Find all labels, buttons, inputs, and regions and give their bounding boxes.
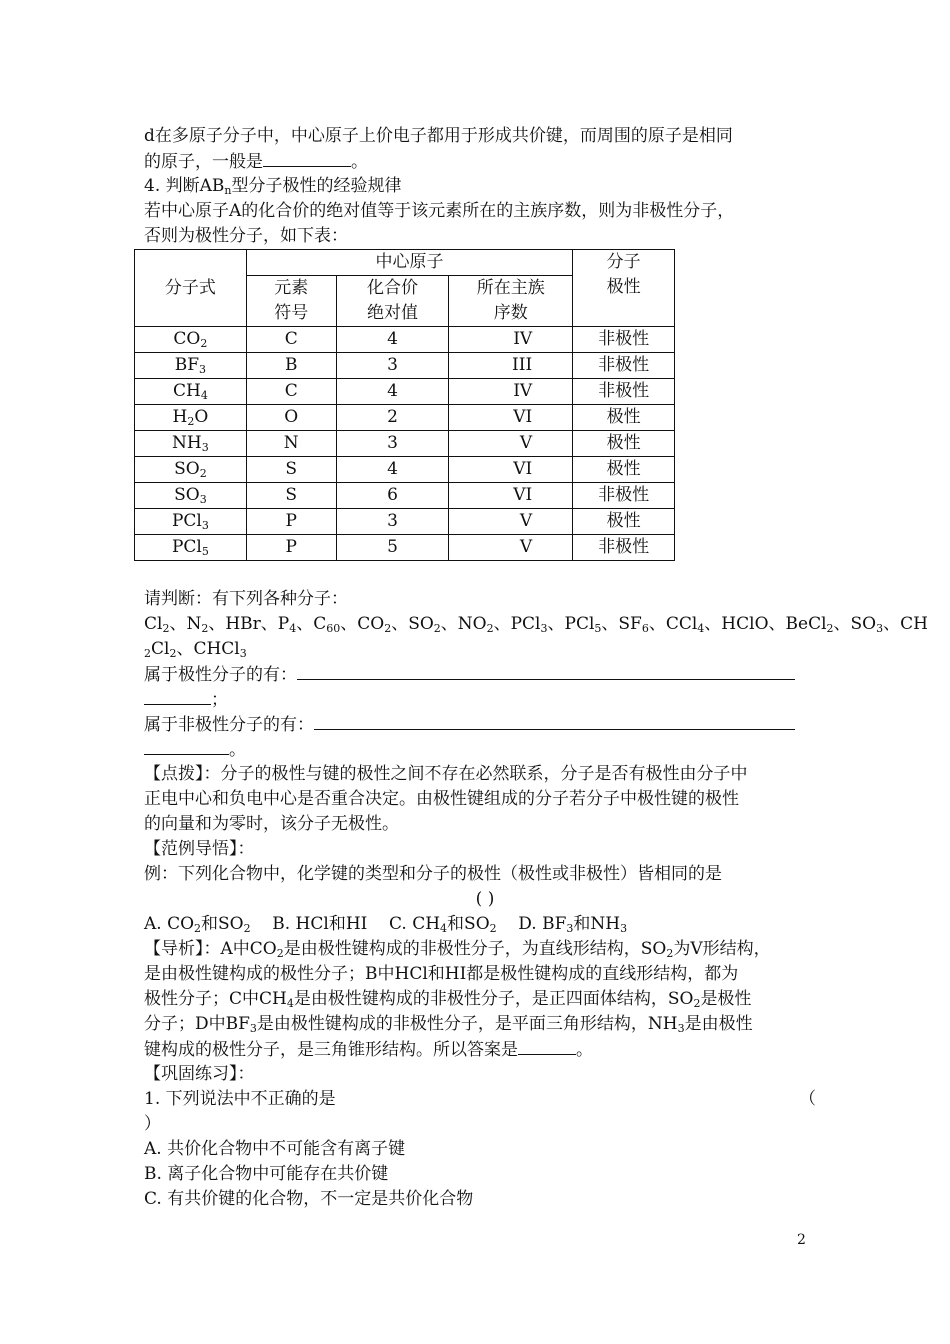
cell-group: VI (449, 457, 573, 483)
text-fragment: 属于非极性分子的有： (144, 715, 314, 735)
subscript: 2 (666, 947, 674, 960)
judge-section (144, 587, 928, 762)
analysis-line (144, 1012, 816, 1037)
cell-formula (135, 509, 247, 535)
cell-polarity: 非极性 (573, 353, 675, 379)
cell-valence: 3 (336, 509, 449, 535)
cell-formula (135, 483, 247, 509)
analysis-line: 是由极性键构成的极性分子；B中HCl和HI都是极性键构成的直线形结构，都为 (144, 964, 739, 984)
header-center-atom: 中心原子 (246, 250, 572, 276)
cell-polarity: 非极性 (573, 327, 675, 353)
subscript: 4 (440, 922, 448, 935)
text-fragment: 。 (351, 152, 368, 172)
text-line: ） (144, 1114, 161, 1134)
cell-element: S (246, 483, 336, 509)
cell-polarity: 极性 (573, 509, 675, 535)
option-c: 和SO (447, 914, 490, 934)
text-fragment: 是由极性 (684, 1014, 753, 1034)
separator: 、 (547, 614, 565, 634)
cell-group: VI (449, 483, 573, 509)
fill-blank[interactable] (263, 149, 351, 167)
header-text: 极性 (606, 277, 641, 297)
cell-polarity: 非极性 (573, 483, 675, 509)
text-fragment: 的原子，一般是 (144, 152, 263, 172)
molecule-list (144, 637, 816, 662)
header-formula: 分子式 (135, 250, 247, 327)
subscript: 3 (540, 622, 548, 635)
cell-valence: 5 (336, 535, 449, 561)
text-fragment: 【导析】：A中CO (144, 939, 277, 959)
page-number: 2 (797, 1232, 806, 1248)
subscript: 2 (384, 622, 392, 635)
header-text: 化合价 (366, 278, 418, 298)
cell-polarity: 非极性 (573, 379, 675, 405)
text-fragment: Cl (151, 639, 170, 659)
cell-formula (135, 353, 247, 379)
separator: 、 (391, 614, 409, 634)
subscript: 5 (594, 622, 602, 635)
subscript: 2 (243, 922, 251, 935)
subscript: 2 (489, 922, 497, 935)
molecule: HBr (225, 614, 261, 634)
subscript: 2 (276, 947, 284, 960)
molecule: SO (408, 614, 434, 634)
separator: 、 (208, 614, 226, 634)
subscript: 3 (249, 1022, 257, 1035)
fill-blank[interactable] (144, 687, 211, 705)
subscript: 6 (641, 622, 649, 635)
separator: 、 (648, 614, 666, 634)
cell-element: C (246, 379, 336, 405)
cell-valence: 4 (336, 327, 449, 353)
text-fragment: 属于极性分子的有： (144, 665, 297, 685)
table-row (135, 327, 675, 353)
table-row (135, 379, 675, 405)
molecule: SF (618, 614, 642, 634)
text-fragment: 为V形结构， (673, 939, 771, 959)
cell-valence: 3 (336, 353, 449, 379)
option-c: C. 有共价键的化合物，不一定是共价化合物 (144, 1189, 474, 1209)
fill-blank[interactable] (518, 1037, 576, 1055)
section-heading (144, 174, 816, 199)
cell-valence: 4 (336, 379, 449, 405)
cell-group: IV (449, 327, 573, 353)
option-d: D. BF (518, 914, 567, 934)
separator: 、 (440, 614, 458, 634)
example-options (144, 912, 816, 937)
cell-polarity: 非极性 (573, 535, 675, 561)
subscript: 3 (199, 363, 207, 376)
cell-valence: 4 (336, 457, 449, 483)
text-line: 请判断：有下列各种分子： (144, 589, 348, 609)
text-fragment: 型分子极性的经验规律 (231, 176, 402, 196)
subscript: 2 (162, 622, 170, 635)
text-line: d在多原子分子中，中心原子上价电子都用于形成共价键，而周围的原子是相同 (144, 126, 733, 146)
text-fragment: 4. 判断AB (144, 176, 225, 196)
subscript: 2 (194, 922, 202, 935)
header-text: 所在主族 (476, 278, 545, 298)
tip-line: 的向量和为零时，该分子无极性。 (144, 814, 399, 834)
text-line: 否则为极性分子，如下表： (144, 226, 348, 246)
cell-element: B (246, 353, 336, 379)
cell-valence: 3 (336, 431, 449, 457)
molecule: Cl (144, 614, 163, 634)
formula-text: SO (174, 459, 200, 479)
cell-group: V (449, 431, 573, 457)
table-row (135, 405, 675, 431)
text-line (144, 712, 816, 737)
separator: 、 (601, 614, 619, 634)
text-fragment: 是极性 (700, 989, 752, 1009)
cell-polarity: 极性 (573, 405, 675, 431)
subscript: 60 (326, 622, 341, 635)
separator: 、 (704, 614, 722, 634)
molecule: PCl (510, 614, 541, 634)
subscript: 3 (199, 493, 207, 506)
cell-formula (135, 535, 247, 561)
formula-text: BF (174, 355, 200, 375)
subscript: 4 (697, 622, 705, 635)
formula-text: PCl (171, 511, 202, 531)
document-body (144, 124, 928, 1212)
cell-element: P (246, 509, 336, 535)
subscript: 2 (693, 997, 701, 1010)
analysis-line (144, 937, 816, 962)
molecule: HClO (721, 614, 769, 634)
subscript: 3 (566, 922, 574, 935)
table-row (135, 431, 675, 457)
subscript: 4 (289, 622, 297, 635)
header-text: 分子 (606, 252, 641, 272)
subscript: 3 (620, 922, 628, 935)
subscript: 2 (187, 415, 195, 428)
question-text: 1. 下列说法中不正确的是 (144, 1089, 336, 1109)
header-symbol (246, 276, 336, 327)
text-line: 若中心原子A的化合价的绝对值等于该元素所在的主族序数，则为非极性分子， (144, 201, 735, 221)
option-a: A. CO (144, 914, 195, 934)
practice-question (144, 1087, 816, 1112)
molecule: CO (357, 614, 385, 634)
molecule: SO (850, 614, 877, 634)
subscript: 2 (201, 622, 209, 635)
cell-formula (135, 405, 247, 431)
subscript: 3 (201, 519, 209, 532)
header-group (449, 276, 573, 327)
formula-text: O (194, 407, 209, 427)
text-line (144, 737, 816, 762)
separator: 、 (493, 614, 511, 634)
text-fragment: 分子；D中BF (144, 1014, 250, 1034)
text-fragment: 。 (576, 1040, 593, 1060)
table-row (135, 535, 675, 561)
text-fragment: 是由极性键构成的非极性分子，是平面三角形结构，NH (256, 1014, 678, 1034)
fill-blank[interactable] (144, 737, 229, 755)
subscript: 2 (199, 467, 207, 480)
subscript: 2 (433, 622, 441, 635)
cell-element: O (246, 405, 336, 431)
subscript: 5 (201, 545, 209, 558)
formula-text: CH (172, 381, 201, 401)
fill-blank[interactable] (314, 712, 795, 730)
separator: 、 (169, 614, 187, 634)
option-d: 和NH (573, 914, 621, 934)
text-line (144, 687, 816, 712)
analysis-line (144, 1037, 816, 1062)
text-line (144, 662, 816, 687)
cell-formula (135, 379, 247, 405)
text-fragment: 键构成的极性分子，是三角锥形结构。所以答案是 (144, 1040, 518, 1060)
molecule: N (186, 614, 202, 634)
table-row (135, 457, 675, 483)
text-fragment: ( ) (475, 889, 495, 909)
formula-text: H (172, 407, 188, 427)
subscript: 3 (677, 1022, 685, 1035)
header-text: 序数 (493, 303, 528, 323)
cell-element: C (246, 327, 336, 353)
table-row (135, 483, 675, 509)
analysis-line (144, 987, 816, 1012)
subscript: 3 (239, 647, 247, 660)
formula-text: PCl (171, 537, 202, 557)
cell-group: VI (449, 405, 573, 431)
header-polarity (573, 250, 675, 327)
example-heading: 【范例导悟】： (144, 839, 255, 859)
molecule: NO (457, 614, 487, 634)
cell-group: III (449, 353, 573, 379)
polarity-table (134, 249, 675, 561)
subscript: n (224, 184, 232, 197)
molecule: PCl (564, 614, 595, 634)
cell-element: S (246, 457, 336, 483)
answer-paren (144, 887, 816, 912)
formula-text: CO (173, 329, 201, 349)
cell-formula (135, 457, 247, 483)
separator: 、 (340, 614, 358, 634)
subscript: 2 (826, 622, 834, 635)
cell-valence: 2 (336, 405, 449, 431)
molecule: CH (900, 614, 928, 634)
molecule: CCl (665, 614, 698, 634)
subscript: 2 (486, 622, 494, 635)
header-text: 绝对值 (366, 303, 418, 323)
practice-heading: 【巩固练习】： (144, 1064, 255, 1084)
tip-line: 正电中心和负电中心是否重合决定。由极性键组成的分子若分子中极性键的极性 (144, 789, 739, 809)
cell-formula (135, 431, 247, 457)
molecule-list (144, 612, 928, 637)
separator: 、 (883, 614, 901, 634)
subscript: 4 (286, 997, 294, 1010)
tip-line: 【点拨】：分子的极性与键的极性之间不存在必然联系，分子是否有极性由分子中 (144, 764, 748, 784)
option-b: B. 离子化合物中可能存在共价键 (144, 1164, 389, 1184)
cell-polarity: 极性 (573, 431, 675, 457)
cell-group: V (449, 535, 573, 561)
text-fragment: 、CHCl (176, 639, 240, 659)
text-fragment: 是由极性键构成的非极性分子，是正四面体结构，SO (293, 989, 694, 1009)
subscript: 3 (876, 622, 884, 635)
option-c: C. CH (389, 914, 441, 934)
formula-text: NH (172, 433, 202, 453)
text-fragment: ； (211, 690, 228, 710)
subscript: 2 (200, 337, 208, 350)
table-row (135, 509, 675, 535)
table-row (135, 353, 675, 379)
option-a: 和SO (201, 914, 244, 934)
cell-group: V (449, 509, 573, 535)
example-question: 例：下列化合物中，化学键的类型和分子的极性（极性或非极性）皆相同的是 (144, 864, 722, 884)
molecule: P (277, 614, 290, 634)
text-fragment: 。 (229, 740, 246, 760)
option-a: A. 共价化合物中不可能含有离子键 (144, 1139, 406, 1159)
cell-element: P (246, 535, 336, 561)
text-line (144, 149, 816, 174)
option-b: B. HCl和HI (272, 914, 368, 934)
subscript: 2 (144, 647, 151, 660)
formula-text: SO (174, 485, 200, 505)
header-valence (336, 276, 449, 327)
subscript: 3 (201, 441, 209, 454)
molecule: BeCl (785, 614, 827, 634)
cell-formula (135, 327, 247, 353)
text-fragment: 是由极性键构成的非极性分子，为直线形结构，SO (283, 939, 667, 959)
header-text: 元素 (274, 278, 309, 298)
separator: 、 (768, 614, 786, 634)
separator: 、 (260, 614, 278, 634)
subscript: 2 (169, 647, 177, 660)
text-fragment: 极性分子；C中CH (144, 989, 287, 1009)
separator: 、 (833, 614, 851, 634)
header-text: 符号 (274, 303, 309, 323)
cell-polarity: 极性 (573, 457, 675, 483)
answer-paren: （ (799, 1089, 816, 1109)
cell-group: IV (449, 379, 573, 405)
molecule: C (313, 614, 327, 634)
fill-blank[interactable] (297, 662, 795, 680)
cell-valence: 6 (336, 483, 449, 509)
table-body (135, 327, 675, 561)
subscript: 4 (200, 389, 208, 402)
separator: 、 (296, 614, 314, 634)
cell-element: N (246, 431, 336, 457)
